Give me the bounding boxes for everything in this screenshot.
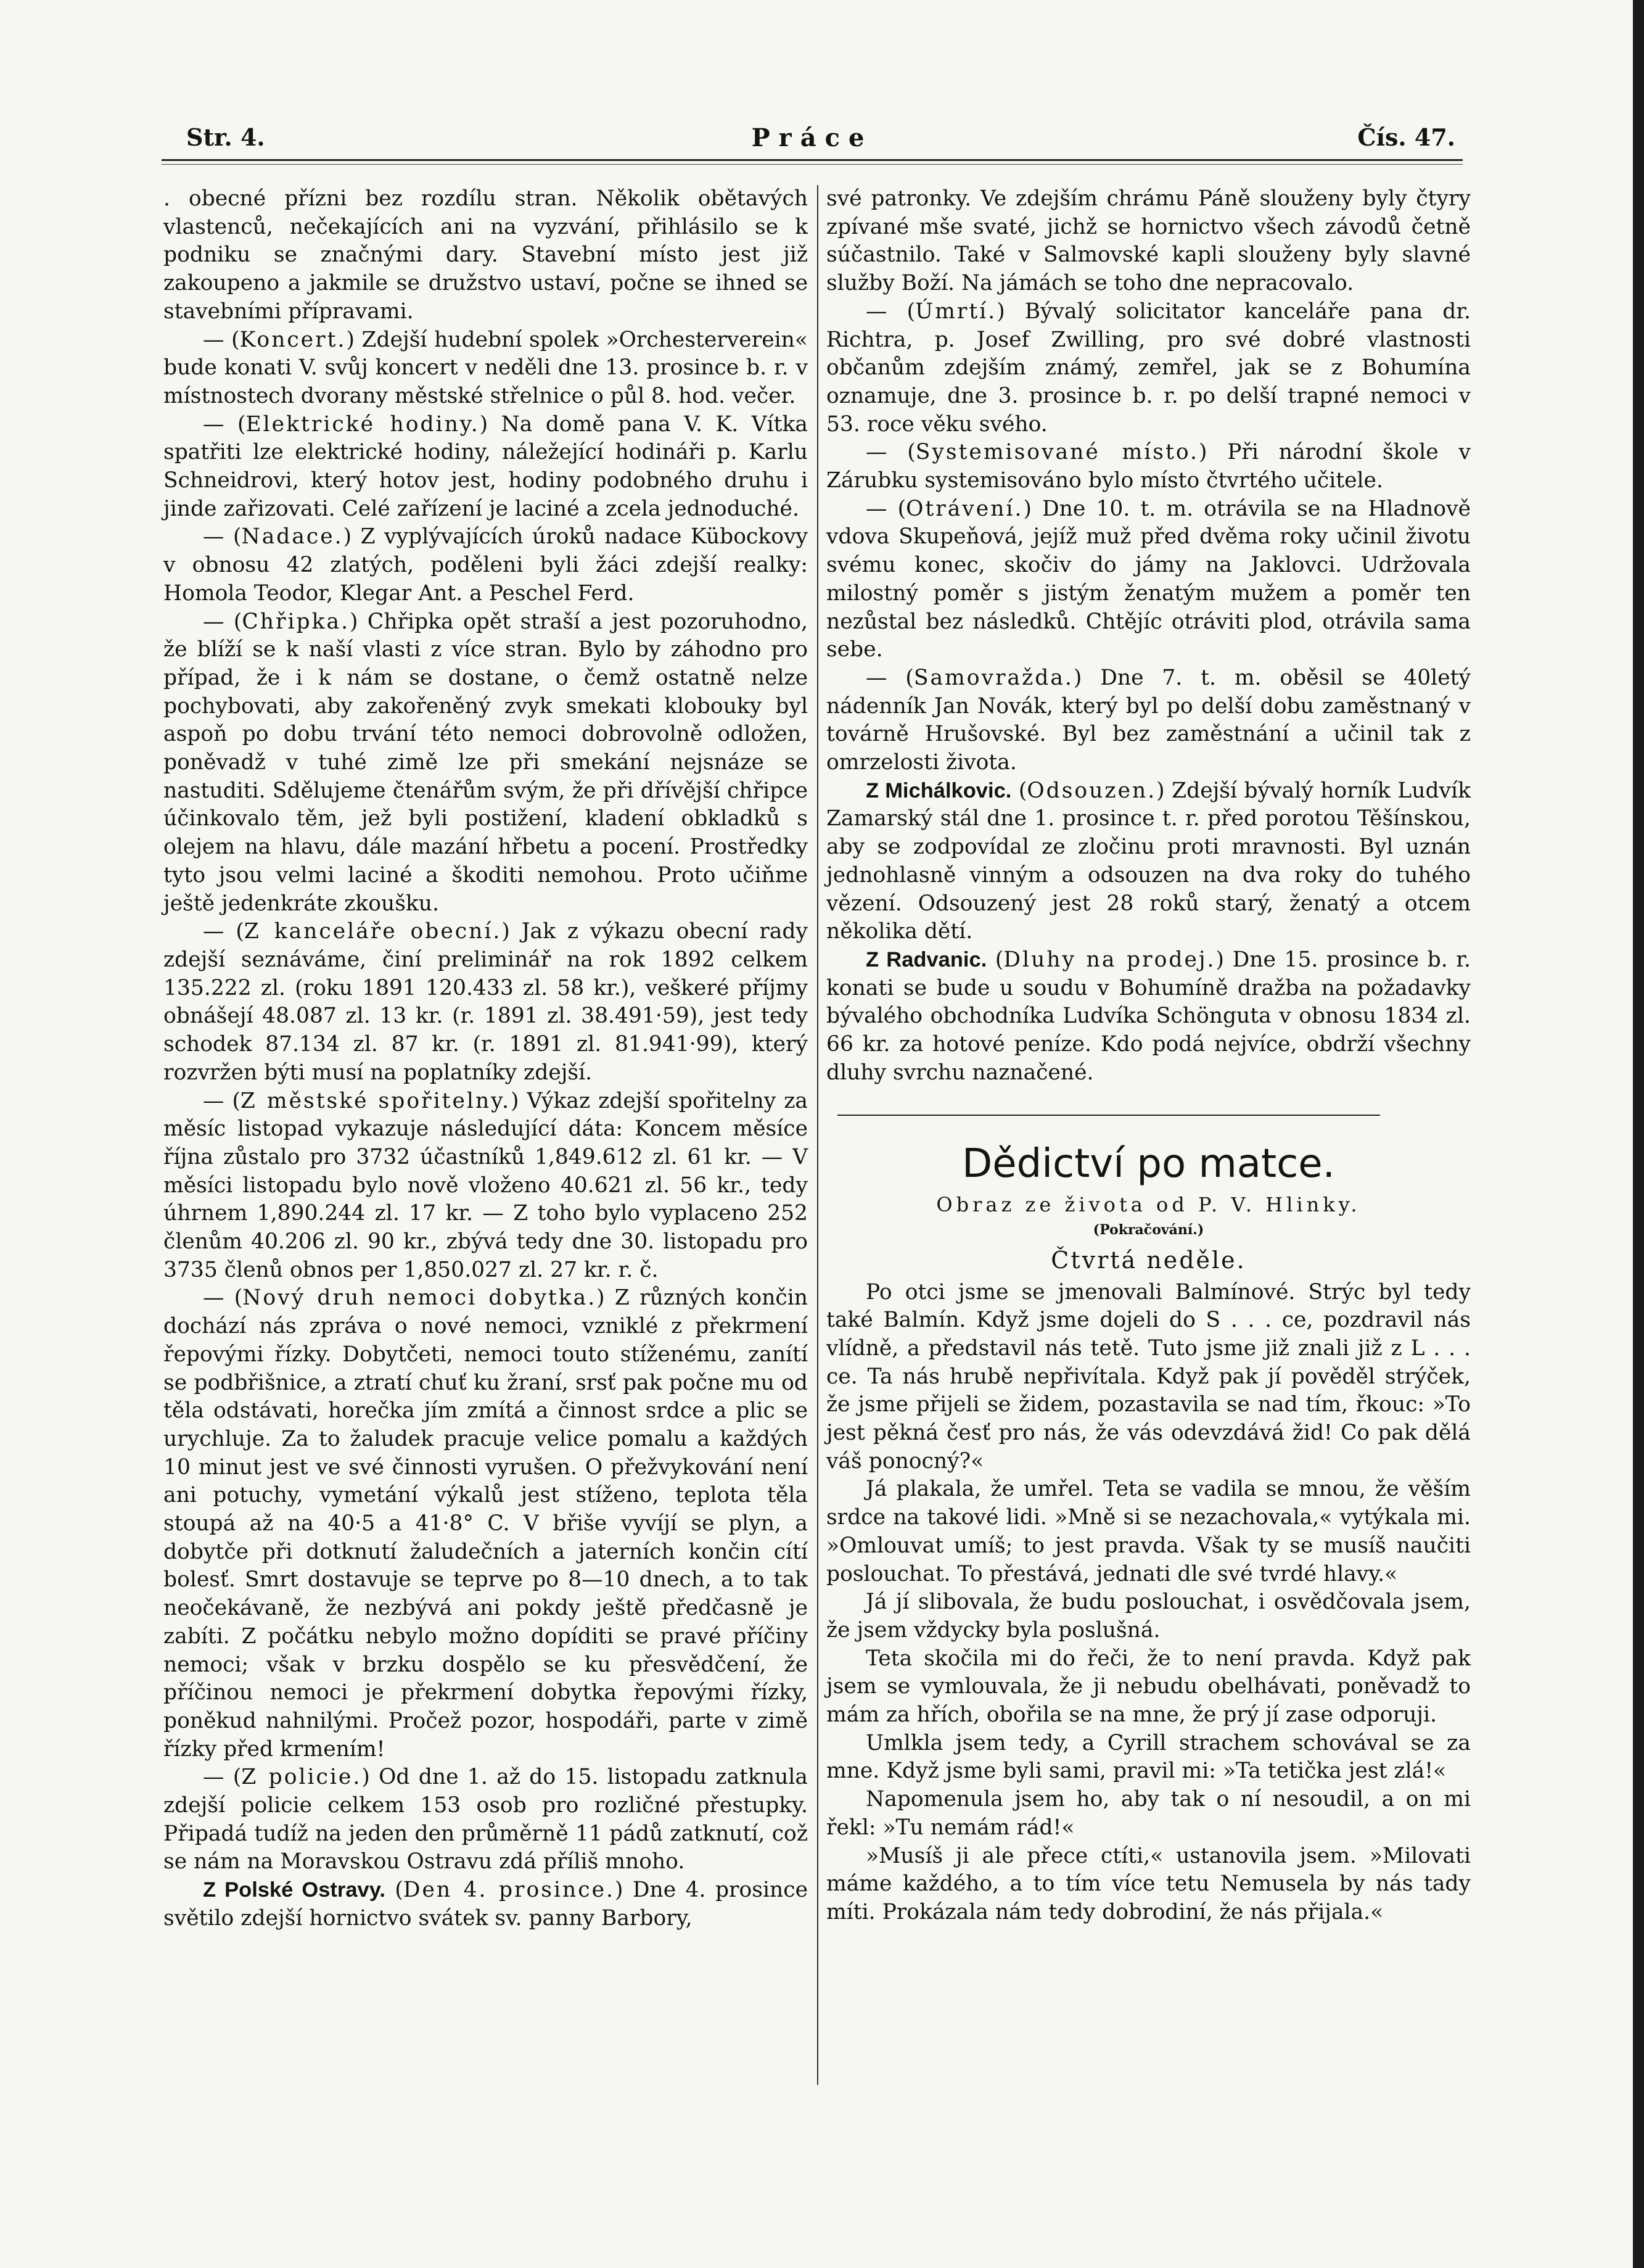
item-prefix: — ( <box>866 440 916 465</box>
item-text: ) Dne 7. t. m. oběsil se 40letý nádenník Jan Novák, který byl po delší dobu zaměstnaný v továrně Hrušovské. Byl bez zaměstnání a učinil tak z omrzelosti života. <box>826 665 1471 775</box>
news-item <box>163 185 808 326</box>
page-edge <box>1633 0 1644 2268</box>
news-item <box>826 298 1471 439</box>
item-prefix: — ( <box>203 1765 242 1790</box>
news-item <box>826 664 1471 777</box>
page-header <box>162 123 1463 162</box>
item-text: své patronky. Ve zdejším chrámu Páně slouženy byly čtyry zpívané mše svaté, jichž se hornictvo všech závodů četně súčastnilo. Také v Salmovské kapli slouženy byly slavné služby Boží. Na jámách se toho dne nepracovalo. <box>826 186 1471 296</box>
right-news <box>826 185 1471 1087</box>
item-text: ) Výkaz zdejší spořitelny za měsíc listopad vykazuje následující dáta: Koncem měsíce října zůstalo pro 3732 účastníků 1,849.612 zl. 61 kr. — V měsíci listopadu bylo nově vloženo 40.621 zl. 56 kr., tedy úhrnem 1,890.244 zl. 17 kr. — Z toho bylo vyplaceno 252 členům 40.206 zl. 90 kr., zbývá tedy dne 30. listopadu pro 3735 členů obnos per 1,850.027 zl. 27 kr. r. č. <box>163 1088 808 1282</box>
issue-number: Čís. 47. <box>1357 123 1455 151</box>
story-continued: (Pokračování.) <box>1093 1221 1204 1238</box>
news-item <box>826 495 1471 664</box>
news-item <box>163 326 808 411</box>
news-item <box>163 918 808 1087</box>
item-prefix: — ( <box>203 411 246 437</box>
item-location: Z Radvanic. <box>866 947 987 971</box>
news-item <box>163 523 808 608</box>
item-prefix: — ( <box>866 299 916 324</box>
item-heading: Z policie. <box>241 1765 362 1790</box>
item-heading: Samovražda. <box>913 665 1074 690</box>
item-heading: Elektrické hodiny. <box>245 411 480 437</box>
item-heading: Dluhy na prodej. <box>1003 947 1216 972</box>
story-title: Dědictví po matce. <box>961 1140 1336 1187</box>
item-text: ) Od dne 1. až do 15. listopadu zatknula zdejší policie celkem 153 osob pro rozličné přestupky. Připadá tudíž na jeden den průměrně 11 pádů zatknutí, což se nám na Moravskou Ostravu zdá příliš mnoho. <box>163 1765 808 1874</box>
item-prefix: — ( <box>203 327 240 352</box>
item-prefix: — ( <box>203 609 242 634</box>
item-heading: Otrávení. <box>906 496 1024 521</box>
story-paragraph: Já plakala, že umřel. Teta se vadila se mnou, že věším srdce na takové lidi. »Mně si se nezachovala,« vytýkala mi. »Omlouvat umíš; to jest pravda. Však ty se musíš naučiti poslouchat. To přestává, jednati dle své tvrdé hlavy.« <box>826 1477 1471 1586</box>
item-text: ) Chřipka opět straší a jest pozoruhodno, že blíží se k naší vlasti z více stran. Bylo by záhodno pro případ, že i k nám se dostane, o čemž ostatně nelze pochybovati, aby zakořeněný zvyk smekati klobouky byl aspoň po dobu trvání této nemoci dobrovolně odložen, poněvadž v tuhé zimě lze při smekání nejsnáze se nastuditi. Sdělujeme čtenářům svým, že při dřívější chřipce účinkovalo těm, jež byli postižení, kladení obkladků s olejem na hlavu, dále mazání hřbetu a pocení. Prostředky tyto jsou velmi laciné a škoditi nemohou. Proto učiňme ještě jedenkráte zkoušku. <box>163 609 808 916</box>
news-item <box>826 439 1471 495</box>
item-heading: Den 4. prosince. <box>403 1878 615 1903</box>
item-prefix: — ( <box>203 1285 243 1311</box>
story-chapter: Čtvrtá neděle. <box>1051 1246 1246 1274</box>
item-prefix: ( <box>1011 778 1027 803</box>
item-text: ) Při národní škole v Zárubku systemisováno bylo místo čtvrtého učitele. <box>826 440 1471 493</box>
page-number: Str. 4. <box>186 123 265 151</box>
story-paragraph: Umlkla jsem tedy, a Cyrill strachem schovával se za mne. Když jsme byli sami, pravil mi: »Ta tetička jest zlá!« <box>826 1730 1471 1784</box>
item-prefix: — ( <box>866 665 914 690</box>
right-column <box>826 185 1471 1927</box>
item-text: ) Bývalý solicitator kanceláře pana dr. Richtra, p. Josef Zwilling, pro své dobré vlastnosti občanům zdejším známý, zemřel, jak se z Bohumína oznamuje, dne 3. prosince b. r. po delší trapné nemoci v 53. roce věku svého. <box>826 299 1471 437</box>
news-item <box>163 411 808 524</box>
item-heading: Nový druh nemoci dobytka. <box>242 1285 597 1311</box>
item-text: ) Na domě pana V. K. Vítka spatřiti lze elektrické hodiny, náležející hodináři p. Karlu Schneidrovi, který hotov jest, hodiny podobného druhu i jinde zařizovati. Celé zařízení je laciné a zcela jednoduché. <box>163 411 808 521</box>
item-text: ) Jak z výkazu obecní rady zdejší seznáváme, činí preliminář na rok 1892 celkem 135.222 zl. (roku 1891 120.433 zl. 58 kr.), veškeré příjmy obnášejí 48.087 zl. 13 kr. (r. 1891 zl. 38.491·59), jest tedy schodek 87.134 zl. 87 kr. (r. 1891 zl. 81.941·99), který rozvržen býti musí na poplatníky zdejší. <box>163 919 808 1085</box>
news-item <box>163 608 808 918</box>
item-location: Z Michálkovic. <box>866 778 1012 802</box>
item-location: Z Polské Ostravy. <box>203 1878 385 1902</box>
story-paragraph: Já jí slibovala, že budu poslouchat, i osvědčovala jsem, že jsem vždycky byla poslušná. <box>826 1590 1471 1643</box>
story-paragraph: »Musíš ji ale přece ctíti,« ustanovila jsem. »Milovati máme každého, a to tím více tetu Nemusela by nás tady míti. Prokázala nám tedy dobrodiní, že nás přijala.« <box>826 1843 1471 1924</box>
item-prefix: — ( <box>203 1088 240 1113</box>
item-heading: Chřipka. <box>242 609 350 634</box>
item-heading: Koncert. <box>239 327 347 352</box>
story-body <box>826 1279 1471 1927</box>
news-item <box>163 1087 808 1285</box>
news-item <box>826 185 1471 298</box>
item-prefix: — ( <box>203 919 244 944</box>
item-text: ) Z vyplývajících úroků nadace Kübockovy v obnosu 42 zlatých, poděleni byli žáci zdejší realky: Homola Teodor, Klegar Ant. a Peschel Ferd. <box>163 524 808 606</box>
left-column <box>163 185 808 1933</box>
feuilleton <box>826 1140 1471 1927</box>
news-item <box>163 1876 808 1932</box>
item-prefix: — ( <box>203 524 242 550</box>
item-heading: Odsouzen. <box>1027 778 1157 803</box>
news-item <box>826 946 1471 1087</box>
item-heading: Z městské spořitelny. <box>240 1088 511 1113</box>
item-heading: Úmrtí. <box>915 299 997 324</box>
story-paragraph: Napomenula jsem ho, aby tak o ní nesoudil, a on mi řekl: »Tu nemám rád!« <box>826 1787 1471 1840</box>
item-text: ) Dne 10. t. m. otrávila se na Hladnově vdova Skupeňová, jejíž muž před dvěma roky učinil životu svému konec, skočiv do jámy na Jaklovci. Udržovala milostný poměr s jistým ženatým mužem a poměr ten nezůstal bez následků. Chtějíc otráviti plod, otrávila sama sebe. <box>826 496 1471 662</box>
column-divider <box>817 185 818 2085</box>
item-text: ) Zdejší bývalý horník Ludvík Zamarský stál dne 1. prosince t. r. před porotou Těšínskou, aby se zodpovídal ze zločinu proti mravnosti. Byl uznán jednohlasně vinným a odsouzen na dva roky do tuhého vězení. Odsouzený jest 28 roků starý, ženatý a otcem několika dětí. <box>826 778 1471 944</box>
story-paragraph: Po otci jsme se jmenovali Balmínové. Strýc byl tedy také Balmín. Když jsme dojeli do S . . . ce, pozdravil nás vlídně, a představil nás tetě. Tuto jsme již znali již z L . . . ce. Ta nás hrubě nepřivítala. Když pak jí pověděl strýček, že jsme přijeli se židem, pozastavila se nad tím, řkouc: »To jest pěkná česť pro nás, že vás odevzdává žid! Co pak dělá váš ponocný?« <box>826 1279 1471 1474</box>
item-text: ) Dne 15. prosince b. r. konati se bude u soudu v Bohumíně dražba na požadavky bývalého obchodníka Ludvíka Schönguta v obnosu 1834 zl. 66 kr. za hotové peníze. Kdo podá nejvíce, obdrží všechny dluhy svrchu naznačené. <box>826 947 1471 1085</box>
item-text: . obecné přízni bez rozdílu stran. Několik obětavých vlastenců, nečekajících ani na vyzvání, přihlásilo se k podniku se značnými dary. Stavební místo jest již zakoupeno a jakmile se družstvo ustaví, počne se ihned se stavebními přípravami. <box>163 186 808 324</box>
newspaper-title: Práce <box>751 123 873 152</box>
story-subtitle: Obraz ze života od P. V. Hlinky. <box>936 1192 1361 1216</box>
story-paragraph: Teta skočila mi do řeči, že to není pravda. Když pak jsem se vymlouvala, že ji nebudu obelhávati, poněvadž to mám za hřích, obořila se na mne, že prý jí zase odporuji. <box>826 1646 1471 1728</box>
header-rule-thin <box>162 164 1463 165</box>
item-prefix: — ( <box>866 496 906 521</box>
news-item <box>163 1284 808 1763</box>
item-text: ) Zdejší hudební spolek »Orchesterverein« bude konati V. svůj koncert v neděli dne 13. prosince b. r. v místnostech dvorany městské střelnice o půl 8. hod. večer. <box>163 327 808 408</box>
item-heading: Z kanceláře obecní. <box>244 919 502 944</box>
news-item <box>163 1763 808 1876</box>
item-text: ) Dne 4. prosince světilo zdejší hornictvo svátek sv. panny Barbory, <box>163 1878 808 1931</box>
section-rule <box>837 1115 1380 1116</box>
header-rule <box>162 159 1463 161</box>
item-heading: Systemisované místo. <box>915 440 1199 465</box>
news-item <box>826 777 1471 946</box>
item-prefix: ( <box>987 947 1004 972</box>
item-heading: Nadace. <box>241 524 343 550</box>
item-text: ) Z různých končin dochází nás zpráva o nové nemoci, vzniklé z překrmení řepovými řízky. Dobytčeti, nemoci touto stíženému, zanítí se podbřišnice, a ztratí chuť ku žraní, srsť pak počne mu od těla odstávati, horečka jím zmítá a činnost srdce a plic se urychluje. Za to žaludek pracuje velice pomalu a každých 10 minut jest ve své činnosti vyrušen. O přežvykování není ani potuchy, vymetání výkalů jest stíženo, teplota těla stoupá až na 40·5 a 41·8° C. V břiše vyvíjí se plyn, a dobytče při dotknutí žaludečních a jaterních končin cítí bolesť. Smrt dostavuje se teprve po 8—10 dnech, a to tak neočekávaně, že nezbývá ani pokdy ještě předčasně je zabíti. Z počátku nebylo možno dopíditi se pravé příčiny nemoci; však v brzku dospělo se ku přesvědčení, že příčinou nemoci je překrmení dobytka řepovými řízky, poněkud nahnilými. Pročež pozor, hospodáři, parte v zimě řízky před krmením! <box>163 1285 808 1762</box>
item-prefix: ( <box>385 1878 403 1903</box>
